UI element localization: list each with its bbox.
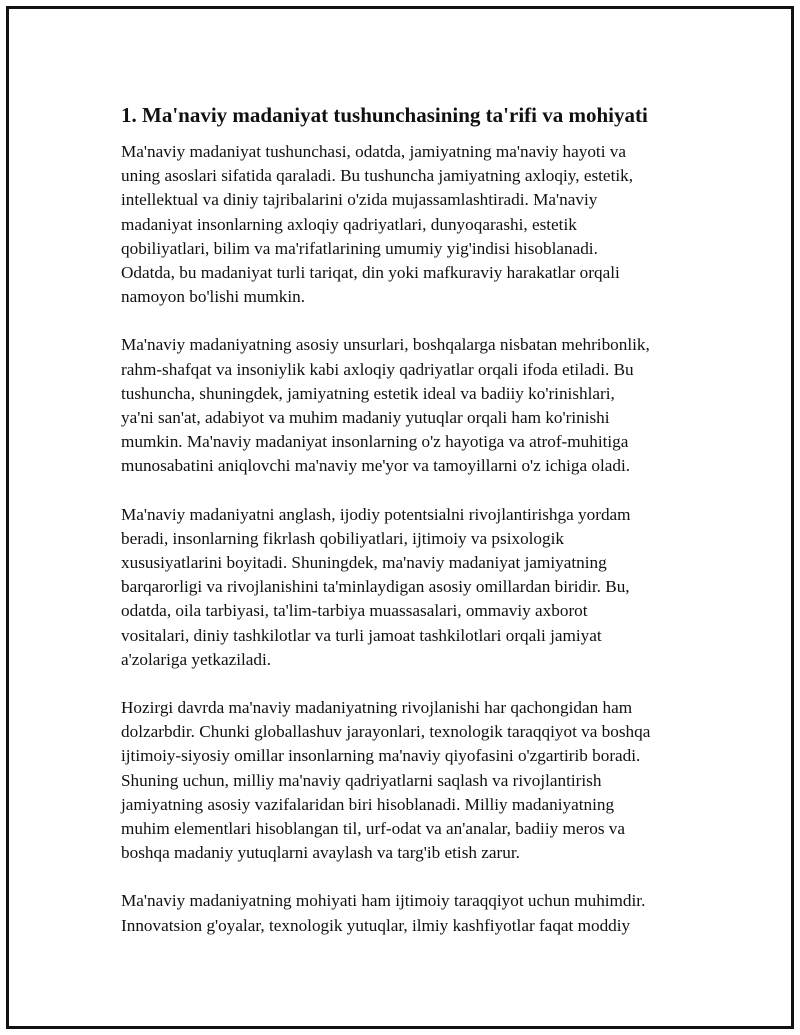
section-heading: 1. Ma'naviy madaniyat tushunchasining ta'rifi va mohiyati: [121, 103, 648, 127]
text-line: Shuning uchun, milliy ma'naviy qadriyatlarni saqlash va rivojlantirish: [121, 770, 602, 790]
text-line: rahm-shafqat va insoniylik kabi axloqiy qadriyatlar orqali ifoda etiladi. Bu: [121, 359, 634, 379]
text-line: dolzarbdir. Chunki globallashuv jarayonlari, texnologik taraqqiyot va boshqa: [121, 722, 651, 742]
text-line: tushuncha, shuningdek, jamiyatning estetik ideal va badiiy ko'rinishlari,: [121, 383, 615, 403]
text-line: namoyon bo'lishi mumkin.: [121, 287, 306, 307]
text-line: barqarorligi va rivojlanishini ta'minlaydigan asosiy omillardan biridir. Bu,: [121, 577, 630, 597]
text-line: boshqa madaniy yutuqlarni avaylash va targ'ib etish zarur.: [121, 843, 520, 863]
paragraph-4: [121, 696, 711, 865]
text-line: qobiliyatlari, bilim va ma'rifatlarining umumiy yig'indisi hisoblanadi.: [121, 238, 598, 258]
text-line: Ma'naviy madaniyatning mohiyati ham ijtimoiy taraqqiyot uchun muhimdir.: [121, 891, 646, 911]
text-line: ya'ni san'at, adabiyot va muhim madaniy yutuqlar orqali ham ko'rinishi: [121, 408, 610, 428]
text-line: munosabatini aniqlovchi ma'naviy me'yor va tamoyillarni o'z ichiga oladi.: [121, 456, 631, 476]
text-line: Ma'naviy madaniyatni anglash, ijodiy potentsialni rivojlantirishga yordam: [121, 504, 631, 524]
text-line: uning asoslari sifatida qaraladi. Bu tushuncha jamiyatning axloqiy, estetik,: [121, 166, 634, 186]
paragraph-1: [121, 140, 711, 309]
text-line: ijtimoiy-siyosiy omillar insonlarning ma'naviy qiyofasini o'zgartirib boradi.: [121, 746, 641, 766]
text-line: odatda, oila tarbiyasi, ta'lim-tarbiya muassasalari, ommaviy axborot: [121, 601, 588, 621]
text-line: a'zolariga yetkaziladi.: [121, 649, 272, 669]
text-line: Odatda, bu madaniyat turli tariqat, din yoki mafkuraviy harakatlar orqali: [121, 263, 620, 283]
text-line: beradi, insonlarning fikrlash qobiliyatlari, ijtimoiy va psixologik: [121, 528, 564, 548]
text-line: mumkin. Ma'naviy madaniyat insonlarning o'z hayotiga va atrof-muhitiga: [121, 432, 629, 452]
document-body: [121, 101, 711, 962]
text-line: Hozirgi davrda ma'naviy madaniyatning rivojlanishi har qachongidan ham: [121, 698, 633, 718]
text-line: xususiyatlarini boyitadi. Shuningdek, ma'naviy madaniyat jamiyatning: [121, 553, 607, 573]
text-line: vositalari, diniy tashkilotlar va turli jamoat tashkilotlari orqali jamiyat: [121, 625, 602, 645]
text-line: muhim elementlari hisoblangan til, urf-odat va an'analar, badiiy meros va: [121, 819, 626, 839]
text-line: Innovatsion g'oyalar, texnologik yutuqlar, ilmiy kashfiyotlar faqat moddiy: [121, 915, 631, 935]
text-line: jamiyatning asosiy vazifalaridan biri hisoblanadi. Milliy madaniyatning: [121, 794, 615, 814]
paragraph-3: [121, 503, 711, 672]
text-line: Ma'naviy madaniyat tushunchasi, odatda, jamiyatning ma'naviy hayoti va: [121, 142, 626, 161]
text-line: madaniyat insonlarning axloqiy qadriyatlari, dunyoqarashi, estetik: [121, 214, 577, 234]
paragraph-2: [121, 333, 711, 478]
page-frame: [6, 6, 794, 1029]
paragraph-5: [121, 889, 711, 937]
text-line: intellektual va diniy tajribalarini o'zida mujassamlashtiradi. Ma'naviy: [121, 190, 598, 210]
text-line: Ma'naviy madaniyatning asosiy unsurlari, boshqalarga nisbatan mehribonlik,: [121, 335, 650, 355]
